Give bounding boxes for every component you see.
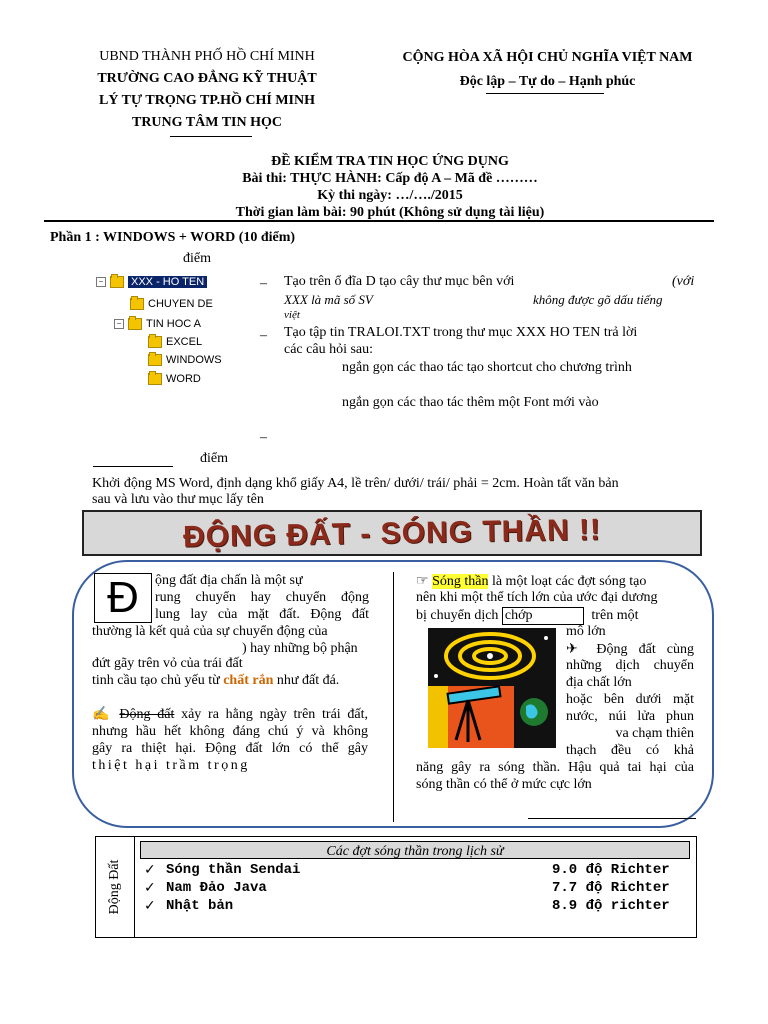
lc-line-4: thường là kết quả của sự chuyển động của bbox=[92, 624, 328, 639]
chop-box: chớp bbox=[502, 607, 584, 625]
check-icon: ✓ bbox=[144, 898, 156, 914]
table-row bbox=[144, 862, 684, 880]
part2-heading-rule bbox=[93, 466, 173, 467]
drop-cap: Đ bbox=[94, 573, 152, 623]
lc-line-6: đứt gãy trên vỏ của trái đất bbox=[92, 656, 243, 671]
rc-line-3 bbox=[416, 607, 638, 625]
collapse-icon[interactable]: − bbox=[114, 319, 124, 329]
question-2: ngắn gọn các thao tác thêm một Font mới vào bbox=[342, 395, 599, 410]
pencil-icon: ✍ bbox=[92, 707, 113, 722]
lc-p2-line-3: gây ra thiệt hại. Động đất lớn có thể gây bbox=[92, 741, 368, 756]
rc-line-10: va chạm thiên bbox=[615, 726, 694, 741]
rc-line-13: sóng thần có thể ở mức cực lớn bbox=[416, 777, 592, 792]
motto-line: Độc lập – Tự do – Hạnh phúc bbox=[459, 74, 636, 89]
column-divider bbox=[393, 572, 394, 822]
check-icon: ✓ bbox=[144, 880, 156, 896]
folder-icon bbox=[110, 276, 124, 288]
lc-para-2 bbox=[92, 706, 368, 774]
lc-p2-line-2: nhưng hầu hết không đáng chú ý và không bbox=[92, 724, 368, 739]
lc-line-7c: như đất đá. bbox=[276, 673, 340, 688]
folder-icon bbox=[128, 318, 142, 330]
tree-item-tin-hoc-a[interactable] bbox=[114, 318, 201, 330]
table-row bbox=[144, 898, 684, 916]
org-line-3: LÝ TỰ TRỌNG TP.HỒ CHÍ MINH bbox=[98, 93, 315, 108]
rc-text-3a: bị chuyển dịch bbox=[416, 608, 499, 623]
header-left bbox=[62, 46, 352, 134]
task1-line-d: không được gõ dấu tiếng bbox=[533, 292, 663, 307]
rc-text-3c: trên một bbox=[591, 608, 639, 623]
rc-line-5 bbox=[566, 641, 694, 658]
task2-line-b: các câu hỏi sau: bbox=[284, 342, 374, 357]
lc-line-5: ) hay những bộ phận bbox=[242, 641, 358, 656]
column-bottom-rule bbox=[528, 818, 696, 819]
folder-icon bbox=[148, 336, 162, 348]
banner-title: ĐỘNG ĐẤT - SÓNG THẦN !! bbox=[182, 513, 602, 554]
chat-ran-text: chất rắn bbox=[223, 673, 274, 688]
table-side-cell bbox=[96, 837, 135, 937]
lc-line-2: rung chuyển hay chuyển động bbox=[155, 590, 369, 605]
task3-dash: – bbox=[260, 430, 267, 445]
rc-line-1 bbox=[416, 573, 646, 590]
lc-line-3: lung lay của mặt đất. Động đất bbox=[155, 607, 369, 622]
table-row bbox=[144, 880, 684, 898]
folder-icon bbox=[148, 354, 162, 366]
task1-line-c: XXX là mã số SV bbox=[284, 292, 373, 307]
part2-text-2: sau và lưu vào thư mục lấy tên bbox=[92, 492, 264, 507]
lc-line-7 bbox=[92, 673, 339, 689]
tree-label: EXCEL bbox=[166, 336, 203, 348]
airplane-icon: ✈ bbox=[566, 642, 586, 657]
table-title-cell bbox=[140, 841, 690, 859]
row-value: 7.7 độ Richter bbox=[552, 880, 670, 896]
tree-root-label: XXX - HO TEN bbox=[128, 276, 207, 288]
question-1: ngắn gọn các thao tác tạo shortcut cho chương trình bbox=[342, 360, 632, 375]
tree-item-word[interactable] bbox=[148, 373, 201, 385]
rc-line-8: hoặc bên dưới mặt bbox=[566, 692, 694, 707]
row-name: Nhật bản bbox=[166, 898, 234, 914]
tsunami-table bbox=[95, 836, 697, 938]
rc-line-6: những dịch chuyển bbox=[566, 658, 694, 673]
header-right-rule bbox=[486, 93, 604, 94]
tree-label: TIN HOC A bbox=[146, 318, 202, 330]
rc-line-11: thạch đều có khả bbox=[566, 743, 694, 758]
rc-line-7: địa chất lớn bbox=[566, 675, 632, 690]
lc-line-1: ộng đất địa chấn là một sự bbox=[155, 573, 303, 588]
rc-text-1: là một loạt các đợt sóng tạo bbox=[491, 574, 647, 589]
folder-icon bbox=[130, 298, 144, 310]
row-name: Nam Đảo Java bbox=[166, 880, 267, 896]
org-line-1: UBND THÀNH PHỐ HỒ CHÍ MINH bbox=[99, 49, 315, 64]
table-side-label: Động Đất bbox=[107, 859, 122, 915]
row-name: Sóng thần Sendai bbox=[166, 862, 301, 878]
task1-dash: – bbox=[260, 276, 267, 291]
rc-text-5: Động đất cùng bbox=[596, 642, 694, 657]
part1-heading: Phần 1 : WINDOWS + WORD (10 điểm) bbox=[50, 230, 296, 245]
tree-root[interactable] bbox=[96, 276, 207, 288]
header-left-rule bbox=[170, 136, 252, 137]
row-value: 9.0 độ Richter bbox=[552, 862, 670, 878]
title-rule bbox=[44, 220, 714, 222]
tree-label: CHUYEN DE bbox=[148, 298, 213, 310]
exam-date: Kỳ thi ngày: …/…./2015 bbox=[317, 188, 463, 203]
task1-line-b: (với bbox=[672, 274, 695, 289]
task1-line-e: việt bbox=[284, 309, 300, 321]
tree-label: WORD bbox=[166, 373, 201, 385]
org-line-2: TRƯỜNG CAO ĐẲNG KỸ THUẬT bbox=[97, 71, 317, 86]
telescope-clipart bbox=[428, 628, 556, 748]
song-than-highlight: Sóng thần bbox=[432, 574, 489, 589]
wordart-banner bbox=[82, 510, 702, 556]
task1-line-a: Tạo trên ổ đĩa D tạo cây thư mục bên với bbox=[284, 274, 515, 289]
exam-title-block bbox=[110, 153, 670, 221]
exam-subtitle: Bài thi: THỰC HÀNH: Cấp độ A – Mã đề ……… bbox=[242, 171, 538, 186]
exam-title: ĐỀ KIỂM TRA TIN HỌC ỨNG DỤNG bbox=[271, 154, 509, 169]
task2-line-a: Tạo tập tin TRALOI.TXT trong thư mục XXX HO TEN trả lời bbox=[284, 325, 638, 340]
lc-line-7a: tinh cầu tạo chủ yếu từ bbox=[92, 673, 220, 688]
tree-item-chuyen-de[interactable] bbox=[130, 298, 213, 310]
dong-dat-word: Động đất bbox=[119, 707, 175, 722]
rc-line-2: nên khi một thể tích lớn của ước đại dương bbox=[416, 590, 658, 605]
part2-diem: điểm bbox=[200, 451, 228, 466]
rc-line-9: nước, núi lửa phun bbox=[566, 709, 694, 724]
lc-p2-line-1 bbox=[92, 706, 368, 723]
row-value: 8.9 độ richter bbox=[552, 898, 670, 914]
tree-item-windows[interactable] bbox=[148, 354, 222, 366]
pointing-hand-icon: ☞ bbox=[416, 574, 429, 589]
lc-p2-text-1: xảy ra hằng ngày trên trái đất, bbox=[181, 707, 369, 722]
tree-item-excel[interactable] bbox=[148, 336, 202, 348]
check-icon: ✓ bbox=[144, 862, 156, 878]
folder-icon bbox=[148, 373, 162, 385]
tree-label: WINDOWS bbox=[166, 354, 222, 366]
left-col-text bbox=[155, 572, 369, 623]
part2-text-1: Khởi động MS Word, định dạng khổ giấy A4, lề trên/ dưới/ trái/ phải = 2cm. Hoàn tất văn bản bbox=[92, 476, 619, 491]
lc-p2-line-4: thiệt hại trầm trọng bbox=[92, 758, 250, 773]
rc-line-12: năng gây ra sóng thần. Hậu quả tai hại của bbox=[416, 760, 694, 775]
task2-dash: – bbox=[260, 328, 267, 343]
part1-diem: điểm bbox=[183, 251, 211, 266]
exam-duration: Thời gian làm bài: 90 phút (Không sử dụng tài liệu) bbox=[235, 205, 545, 220]
header-right bbox=[370, 46, 725, 94]
table-title: Các đợt sóng thần trong lịch sử bbox=[326, 844, 504, 859]
collapse-icon[interactable]: − bbox=[96, 277, 106, 287]
org-line-4: TRUNG TÂM TIN HỌC bbox=[131, 115, 282, 130]
nation-line: CỘNG HÒA XÃ HỘI CHỦ NGHĨA VIỆT NAM bbox=[402, 50, 693, 65]
rc-line-4: mô lớn bbox=[566, 624, 606, 639]
